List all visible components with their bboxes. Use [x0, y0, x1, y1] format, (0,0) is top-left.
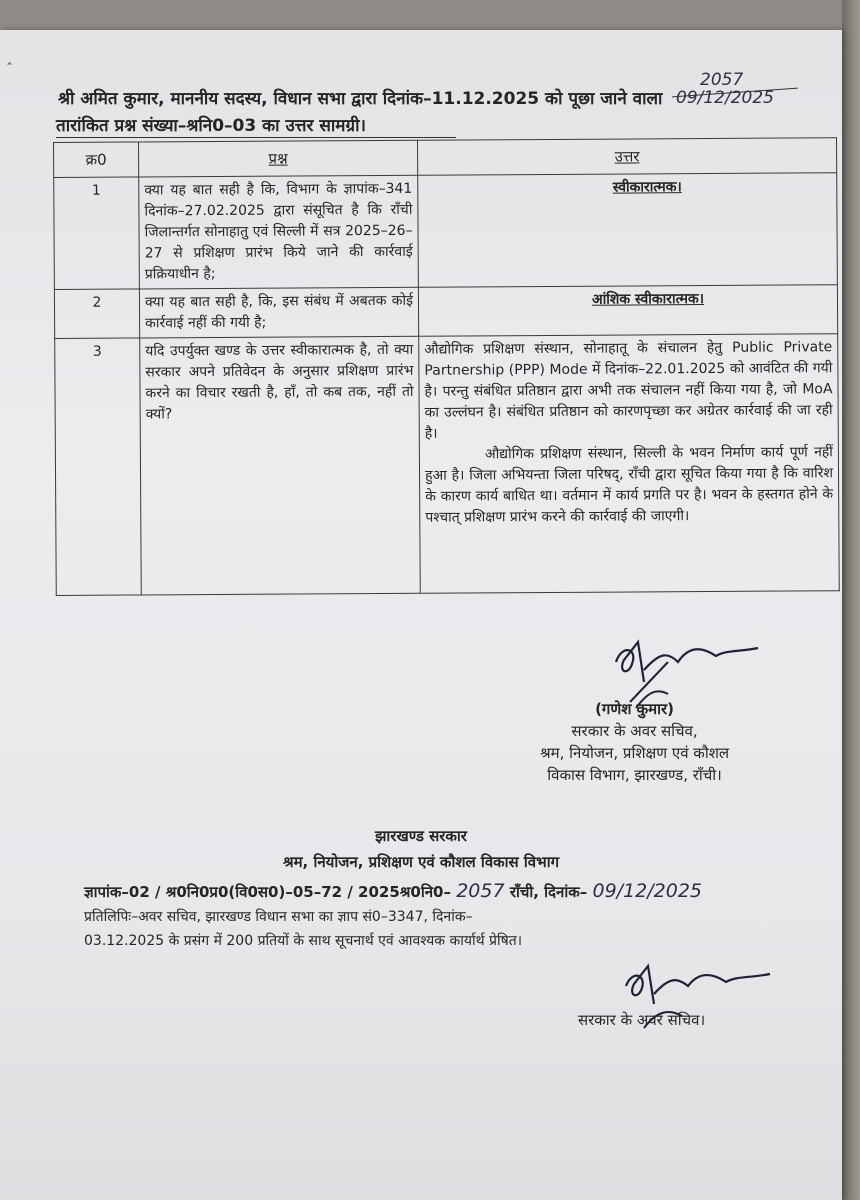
closing-designation: सरकार के अवर सचिव।	[578, 1011, 706, 1029]
signatory-block	[540, 698, 729, 786]
memo-prefix: ज्ञापांक–02 / श्र0नि0प्र0(वि0स0)–05–72 / 2025श्र0नि0–	[84, 883, 451, 901]
copy-line-2: 03.12.2025 के प्रसंग में 200 प्रतियों के साथ सूचनार्थ एवं आवश्यक कार्यार्थ प्रेषित।	[84, 933, 522, 949]
handwritten-number: 2057	[700, 70, 744, 90]
row-question: क्या यह बात सही है, कि, इस संबंध में अबतक कोई कार्रवाई नहीं की गयी है;	[139, 287, 418, 338]
row-answer	[419, 334, 840, 594]
header-serial: क्र0	[54, 142, 139, 178]
row-serial: 2	[54, 289, 139, 339]
signatory-location: विकास विभाग, झारखण्ड, राँची।	[547, 766, 722, 784]
signatory-department: श्रम, नियोजन, प्रशिक्षण एवं कौशल	[540, 744, 730, 762]
page-mark: ˆ	[6, 62, 13, 78]
answer-heading: स्वीकारात्मक।	[612, 179, 682, 196]
handwritten-date: 09/12/2025	[676, 88, 774, 108]
memo-place-date-label: राँची, दिनांक–	[509, 883, 588, 901]
header-line-2: तारांकित प्रश्न संख्या–श्रनि0–03 का उत्तर सामग्री।	[56, 116, 366, 136]
header-line-1: श्री अमित कुमार, माननीय सदस्य, विधान सभा द्वारा दिनांक–11.12.2025 को पूछा जाने वाला	[58, 89, 663, 109]
row-question: क्या यह बात सही है कि, विभाग के ज्ञापांक–341 दिनांक–27.02.2025 द्वारा संसूचित है कि राँची जिलान्तर्गत सोनाहातु एवं सिल्ली में सत्र 2025–26–27 से प्रशिक्षण प्रारंभ किये जाने की कार्रवाई प्रक्रियाधीन है;	[139, 175, 419, 289]
government-name: झारखण्ड सरकार	[375, 827, 467, 845]
row-question: यदि उपर्युक्त खण्ड के उत्तर स्वीकारात्मक है, तो क्या सरकार अपने प्रतिवेदन के अनुसार प्रशिक्षण प्रारंभ करने का विचार रखती है, हाँ, तो कब तक, नहीं तो क्यों?	[140, 336, 421, 595]
signatory-name: (गणेश कुमार)	[595, 700, 675, 718]
memo-date: 09/12/2025	[592, 880, 702, 902]
row-answer	[418, 173, 838, 288]
row-answer	[418, 285, 837, 337]
department-name: श्रम, नियोजन, प्रशिक्षण एवं कौशल विकास विभाग	[282, 853, 560, 871]
answer-paragraph-2: औद्योगिक प्रशिक्षण संस्थान, सिल्ली के भवन निर्माण कार्य पूर्ण नहीं हुआ है। जिला अभियन्ता जिला परिषद्, राँची द्वारा सूचित किया गया है कि वारिश के कारण कार्य बाधित था। वर्तमान में कार्य प्रगति पर है। भवन के हस्तगत होने के पश्चात् प्रशिक्षण प्रारंभ करने की कार्रवाई की जाएगी।	[424, 444, 834, 526]
table-row	[54, 173, 838, 290]
row-serial: 3	[55, 338, 142, 596]
table-row	[54, 285, 837, 339]
copy-line-1: प्रतिलिपिः–अवर सचिव, झारखण्ड विधान सभा का ज्ञाप सं0–3347, दिनांक–	[84, 909, 473, 925]
signatory-designation: सरकार के अवर सचिव,	[571, 722, 698, 740]
table-header-row	[54, 138, 837, 178]
header-answer: उत्तर	[417, 138, 836, 176]
answer-paragraph-1: औद्योगिक प्रशिक्षण संस्थान, सोनाहातू के संचालन हेतु Public Private Partnership (PPP) Mode में दिनांक–22.01.2025 को आवंटित की गयी है। परन्तु संबंधित प्रतिष्ठान द्वारा अभी तक संचालन नहीं किया गया है, जो MoA का उल्लंघन है। संबंधित प्रतिष्ठान को कारणपृच्छा कर अग्रेतर कार्रवाई की जा रही है।	[424, 339, 833, 442]
header-question: प्रश्न	[139, 140, 418, 177]
header-underline	[56, 137, 456, 138]
memo-number: 2057	[456, 880, 505, 902]
answer-heading: आंशिक स्वीकारात्मक।	[591, 291, 705, 308]
row-serial: 1	[54, 177, 140, 290]
table-row	[55, 334, 840, 596]
memo-reference	[84, 880, 702, 902]
background-edge	[842, 0, 860, 1200]
qa-table	[53, 137, 840, 596]
